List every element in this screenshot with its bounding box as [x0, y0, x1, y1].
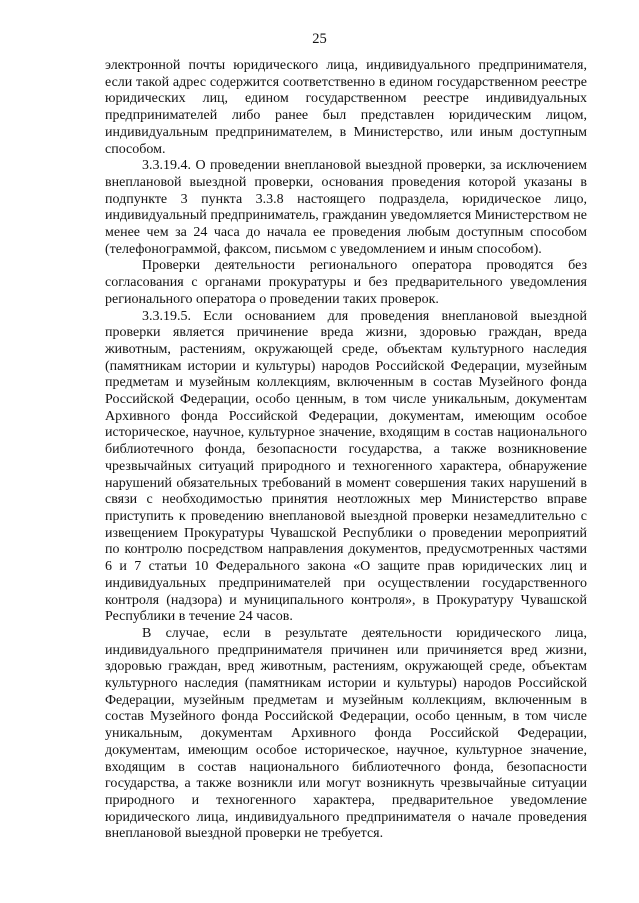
page-number: 25: [312, 31, 327, 47]
paragraph-continuation: электронной почты юридического лица, индивидуального предпринимателя, если такой адрес содержится соответственно в едином государственном реестре юридических лиц, едином государственном реестре индивидуальных предпринимателей либо ранее был представлен юридическим лицом, индивидуальным предпринимателем, в Министерство, или иным доступным способом.: [105, 58, 587, 157]
paragraph-harm-case: В случае, если в результате деятельности юридического лица, индивидуального предпринимателя причинен или причиняется вред жизни, здоровью граждан, вред животным, растениям, окружающей среде, объектам культурного наследия (памятникам истории и культуры) народов Российской Федерации, музейным предметам и музейным коллекциям, включенным в состав Музейного фонда Российской Федерации, особо ценным, в том числе уникальным, документам Архивного фонда Российской Федерации, документам, имеющим особое историческое, научное, культурное значение, входящим в состав национального библиотечного фонда, безопасности государства, а также возникли или могут возникнуть чрезвычайные ситуации природного и техногенного характера, предварительное уведомление юридического лица, индивидуального предпринимателя о начале проведения внеплановой выездной проверки не требуется.: [105, 625, 587, 842]
paragraph-3-3-19-5: 3.3.19.5. Если основанием для проведения внеплановой выездной проверки является причинение вреда жизни, здоровью граждан, вреда животным, растениям, окружающей среде, объектам культурного наследия (памятникам истории и культуры) народов Российской Федерации, музейным предметам и музейным коллекциям, включенным в состав Музейного фонда Российской Федерации, особо ценным, в том числе уникальным, документам Архивного фонда Российской Федерации, документам, имеющим особое историческое, научное, культурное значение, входящим в состав национального библиотечного фонда, безопасности государства, а также возникновение чрезвычайных ситуаций природного и техногенного характера, обнаружение нарушений обязательных требований в момент совершения таких нарушений в связи с необходимостью принятия неотложных мер Министерство вправе приступить к проведению внеплановой выездной проверки незамедлительно с извещением Прокуратуры Чувашской Республики о проведении мероприятий по контролю посредством направления документов, предусмотренных частями 6 и 7 статьи 10 Федерального закона «О защите прав юридических лиц и индивидуальных предпринимателей при осуществлении государственного контроля (надзора) и муниципального контроля», в Прокуратуру Чувашской Республики в течение 24 часов.: [105, 308, 587, 625]
document-body: [105, 58, 587, 843]
paragraph-regional-operator: Проверки деятельности регионального оператора проводятся без согласования с органами прокуратуры и без предварительного уведомления регионального оператора о проведении таких проверок.: [105, 258, 587, 307]
paragraph-3-3-19-4: 3.3.19.4. О проведении внеплановой выездной проверки, за исключением внеплановой выездной проверки, основания проведения которой указаны в подпункте 3 пункта 3.3.8 настоящего подраздела, юридическое лицо, индивидуальный предприниматель, гражданин уведомляется Министерством не менее чем за 24 часа до начала ее проведения любым доступным способом (телефонограммой, факсом, письмом с уведомлением и иным способом).: [105, 158, 587, 257]
